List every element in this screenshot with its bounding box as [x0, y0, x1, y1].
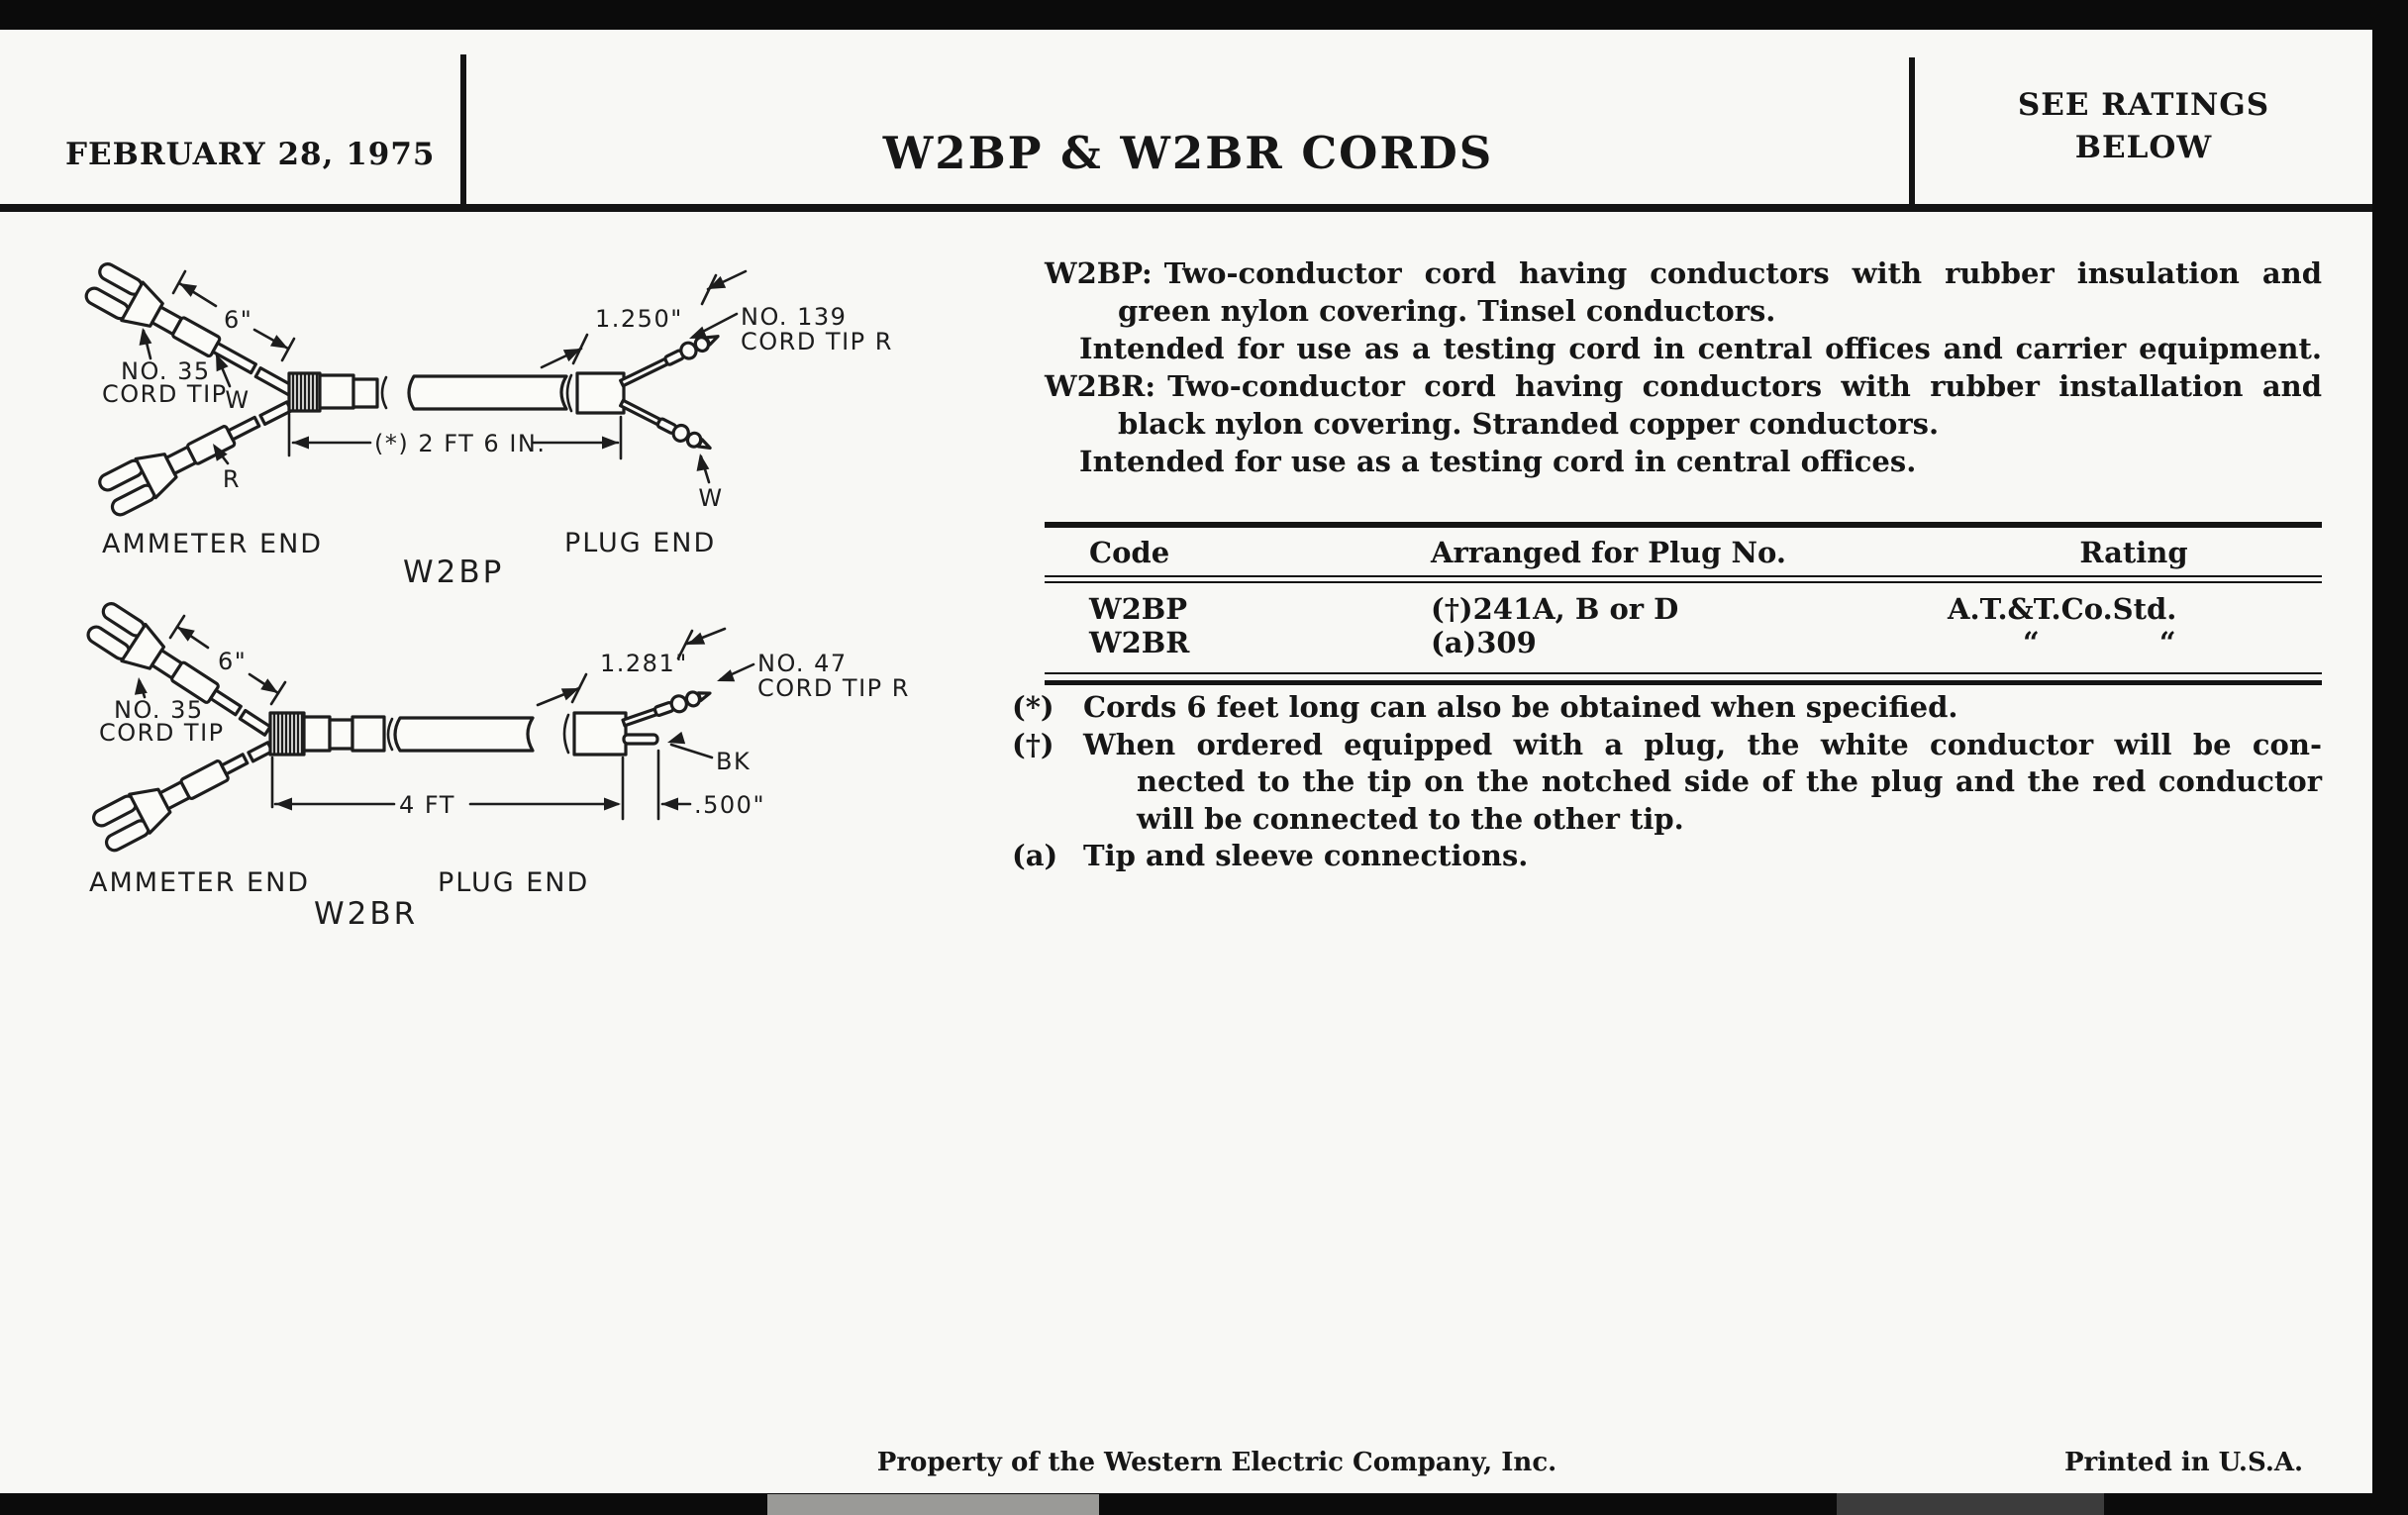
w2br-black-conductor-label — [665, 732, 751, 775]
w2bp-ammeter-end-caption: AMMETER END — [102, 529, 324, 559]
w2bp-lower-branch-cord-tip — [618, 396, 713, 455]
w2br-left-cord-tip-label-line2: CORD TIP — [99, 719, 225, 747]
description-block — [1045, 254, 2322, 480]
scan-border-top — [0, 0, 2408, 30]
w2bp-right-cord-tip-label-line2: CORD TIP R — [741, 328, 893, 355]
w2bp-diagram-name: W2BP — [403, 555, 505, 590]
scan-border-right — [2372, 0, 2408, 1515]
w2bp-length-dimension — [289, 414, 621, 458]
header-rule — [0, 204, 2372, 212]
w2br-length-dimension — [272, 758, 623, 819]
ratings-table — [1045, 522, 2322, 685]
table-row-w2br-rating-ditto: “ “ — [2023, 626, 2176, 659]
w2bp-cord-body — [320, 373, 624, 413]
printed-in-usa: Printed in U.S.A. — [2064, 1448, 2304, 1477]
w2br-intended-use: Intended for use as a testing cord in central offices. — [1079, 445, 1917, 478]
ratings-note-line2: BELOW — [2074, 130, 2213, 165]
footnotes-block — [1012, 689, 2322, 875]
w2br-upper-branch-cord-tip — [621, 685, 712, 730]
w2br-ferrule — [270, 713, 304, 755]
ratings-note — [1915, 84, 2372, 169]
table-row-w2bp-plug: (†)241A, B or D — [1431, 592, 1679, 626]
w2br-plug-lead-label: 1.281" — [600, 650, 688, 677]
table-row-w2bp-rating: A.T.&T.Co.Std. — [1948, 592, 2177, 626]
w2br-diagram-name: W2BR — [314, 896, 419, 932]
w2br-ammeter-end-caption: AMMETER END — [89, 867, 311, 898]
footnote-dagger: (†) When ordered equipped with a plug, the white conductor will be con- — [1012, 727, 2322, 764]
table-bottom-rule — [1045, 672, 2322, 685]
svg-text:BK: BK — [716, 748, 752, 775]
w2br-right-cord-tip-label-line2: CORD TIP R — [757, 674, 910, 702]
w2bp-ferrule — [289, 373, 320, 411]
table-header-plug: Arranged for Plug No. — [1431, 536, 1786, 569]
w2bp-upper-branch-cord-tip — [618, 329, 721, 390]
table-header-rule — [1045, 575, 2322, 583]
scan-artifact-dark — [1837, 1493, 2104, 1515]
table-row-w2br-code: W2BR — [1089, 626, 1190, 659]
w2bp-lead-dimension-label: 6" — [224, 306, 253, 334]
w2bp-intended-use: Intended for use as a testing cord in central offices and carrier equipment. — [1079, 332, 2322, 365]
table-row-w2br-plug: (a)309 — [1431, 626, 1537, 659]
w2br-stub-dimension-label: .500" — [694, 791, 765, 819]
document-date: FEBRUARY 28, 1975 — [65, 137, 436, 172]
w2bp-plug-end-caption: PLUG END — [564, 528, 717, 558]
w2br-right-cord-tip-label — [715, 650, 910, 702]
table-header-code: Code — [1089, 536, 1170, 569]
w2br-cord-body — [304, 713, 626, 755]
w2br-right-cord-tip-label-line1: NO. 47 — [757, 650, 848, 677]
footnote-star-marker: (*) — [1012, 690, 1054, 724]
w2bp-right-cord-tip-label-line1: NO. 139 — [741, 303, 848, 331]
svg-text:W: W — [225, 386, 251, 414]
page-title: W2BP & W2BR CORDS — [882, 127, 1494, 179]
w2br-description-line2: black nylon covering. Stranded copper conductors. — [1118, 407, 1940, 441]
w2br-cord-diagram — [59, 594, 910, 941]
footnote-dagger-line2: nected to the tip on the notched side of the plug and the red conductor — [1137, 764, 2322, 798]
footnote-star: (*) Cords 6 feet long can also be obtained when specified. — [1012, 689, 2322, 727]
ratings-note-line1: SEE RATINGS — [2017, 87, 2270, 123]
w2br-description-line1: W2BR: Two-conductor cord having conductors with rubber installation and — [1045, 369, 2322, 403]
table-header-row — [1045, 528, 2322, 575]
w2bp-left-cord-tip-label-line2: CORD TIP — [102, 380, 228, 408]
header-divider-left — [460, 54, 466, 205]
svg-text:R: R — [222, 465, 242, 493]
w2bp-left-cord-tip-label-line1: NO. 35 — [121, 357, 211, 385]
footnote-a: (a) Tip and sleeve connections. — [1012, 838, 2322, 875]
w2bp-plug-white-conductor-label — [694, 453, 724, 512]
w2br-plug-end-caption: PLUG END — [438, 867, 590, 898]
property-notice: Property of the Western Electric Company, Inc. — [876, 1448, 1557, 1477]
w2br-code-label: W2BR: — [1045, 369, 1156, 403]
w2bp-plug-lead-label: 1.250" — [595, 305, 683, 333]
w2bp-length-label: (*) 2 FT 6 IN. — [374, 430, 547, 457]
w2bp-code-label: W2BP: — [1045, 256, 1153, 290]
footnote-a-marker: (a) — [1012, 839, 1058, 872]
w2bp-plug-lead-dimension — [542, 271, 746, 367]
w2br-lead-dimension-label: 6" — [218, 648, 248, 675]
w2br-black-conductor-stub — [624, 735, 657, 744]
svg-text:W: W — [698, 484, 724, 512]
w2br-left-cord-tip-label-line1: NO. 35 — [114, 696, 204, 724]
table-row-w2bp-code: W2BP — [1089, 592, 1188, 626]
table-body — [1045, 583, 2322, 672]
document-paper — [0, 30, 2372, 1493]
footnote-dagger-line3: will be connected to the other tip. — [1137, 801, 1684, 836]
w2bp-description-line2: green nylon covering. Tinsel conductors. — [1118, 294, 1776, 328]
scan-artifact — [767, 1494, 1099, 1515]
footnote-dagger-marker: (†) — [1012, 727, 1054, 761]
w2bp-cord-diagram — [59, 252, 891, 599]
w2bp-right-cord-tip-label — [687, 303, 893, 355]
w2bp-description-line1: W2BP: Two-conductor cord having conductors with rubber insulation and — [1045, 256, 2322, 290]
w2br-length-label: 4 FT — [399, 791, 455, 819]
table-header-rating: Rating — [2079, 536, 2188, 569]
